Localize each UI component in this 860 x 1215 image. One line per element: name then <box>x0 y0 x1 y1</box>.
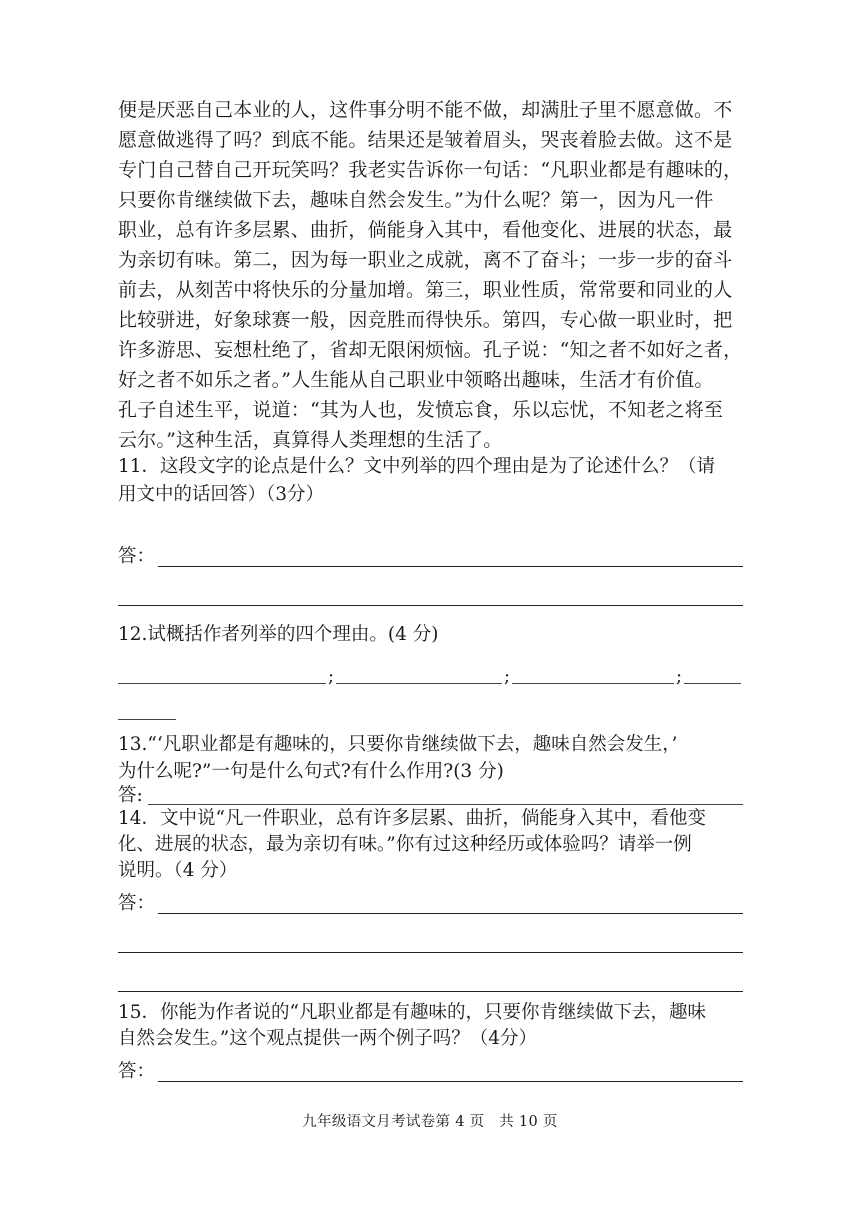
passage-line: 专门自己替自己开玩笑吗？我老实告诉你一句话：“凡职业都是有趣味的， <box>118 159 743 181</box>
question-15-text: 自然会发生。”这个观点提供一两个例子吗？（4分） <box>118 1028 537 1049</box>
question-13-text: 13.“‘凡职业都是有趣味的，只要你肯继续做下去，趣味自然会发生，’ <box>118 734 678 755</box>
answer-blank[interactable] <box>512 683 674 684</box>
separator: ; <box>504 666 511 687</box>
answer-line[interactable] <box>118 605 743 606</box>
answer-blank[interactable] <box>684 683 741 684</box>
passage-line: 职业，总有许多层累、曲折，倘能身入其中，看他变化、进展的状态，最 <box>118 219 733 241</box>
answer-blank[interactable] <box>118 683 326 684</box>
passage-line: 为亲切有味。第二，因为每一职业之成就，离不了奋斗；一步一步的奋斗 <box>118 249 733 271</box>
passage-line: 前去，从刻苦中将快乐的分量加增。第三，职业性质，常常要和同业的人 <box>118 279 733 301</box>
answer-blank[interactable] <box>118 719 176 720</box>
answer-line[interactable] <box>158 913 743 914</box>
passage-line: 比较骈进，好象球赛一般，因竞胜而得快乐。第四，专心做一职业时，把 <box>118 309 733 331</box>
passage-line: 许多游思、妄想杜绝了，省却无限闲烦恼。孔子说：“知之者不如好之者， <box>118 339 743 361</box>
question-11-text: 11．这段文字的论点是什么？文中列举的四个理由是为了论述什么？（请 <box>118 456 716 477</box>
passage-line: 便是厌恶自己本业的人，这件事分明不能不做，却满肚子里不愿意做。不 <box>118 99 733 121</box>
question-14-text: 化、进展的状态，最为亲切有味。”你有过这种经历或体验吗？请举一例 <box>118 834 692 855</box>
passage-line: 只要你肯继续做下去，趣味自然会发生。”为什么呢？第一，因为凡一件 <box>118 189 714 211</box>
answer-label: 答： <box>118 546 156 567</box>
answer-line[interactable] <box>158 566 743 567</box>
passage-line: 愿意做逃得了吗？到底不能。结果还是皱着眉头，哭丧着脸去做。这不是 <box>118 129 733 151</box>
answer-blank[interactable] <box>336 683 502 684</box>
answer-line[interactable] <box>148 804 743 805</box>
question-13-text: 为什么呢?”一句是什么句式?有什么作用?(3 分) <box>118 761 504 782</box>
passage-line: 云尔。”这种生活，真算得人类理想的生活了。 <box>118 429 503 451</box>
passage-line: 孔子自述生平，说道：“其为人也，发愤忘食，乐以忘忧，不知老之将至 <box>118 399 724 421</box>
answer-line[interactable] <box>158 1081 743 1082</box>
question-11-text: 用文中的话回答）（3分） <box>118 484 325 505</box>
answer-line[interactable] <box>118 991 743 992</box>
question-14-text: 14．文中说“凡一件职业，总有许多层累、曲折，倘能身入其中，看他变 <box>118 808 707 829</box>
answer-label: 答： <box>118 1061 156 1082</box>
answer-line[interactable] <box>118 952 743 953</box>
passage-line: 好之者不如乐之者。”人生能从自己职业中领略出趣味，生活才有价值。 <box>118 369 714 391</box>
separator: ; <box>328 666 335 687</box>
separator: ; <box>676 666 683 687</box>
answer-label: 答： <box>118 893 156 914</box>
page-footer: 九年级语文月考试卷第 4 页 共 10 页 <box>302 1114 558 1130</box>
answer-label: 答: <box>118 785 143 806</box>
question-15-text: 15．你能为作者说的“凡职业都是有趣味的，只要你肯继续做下去，趣味 <box>118 1002 707 1023</box>
question-12-text: 12.试概括作者列举的四个理由。(4 分) <box>118 624 439 645</box>
question-14-text: 说明。（4 分） <box>118 860 238 881</box>
